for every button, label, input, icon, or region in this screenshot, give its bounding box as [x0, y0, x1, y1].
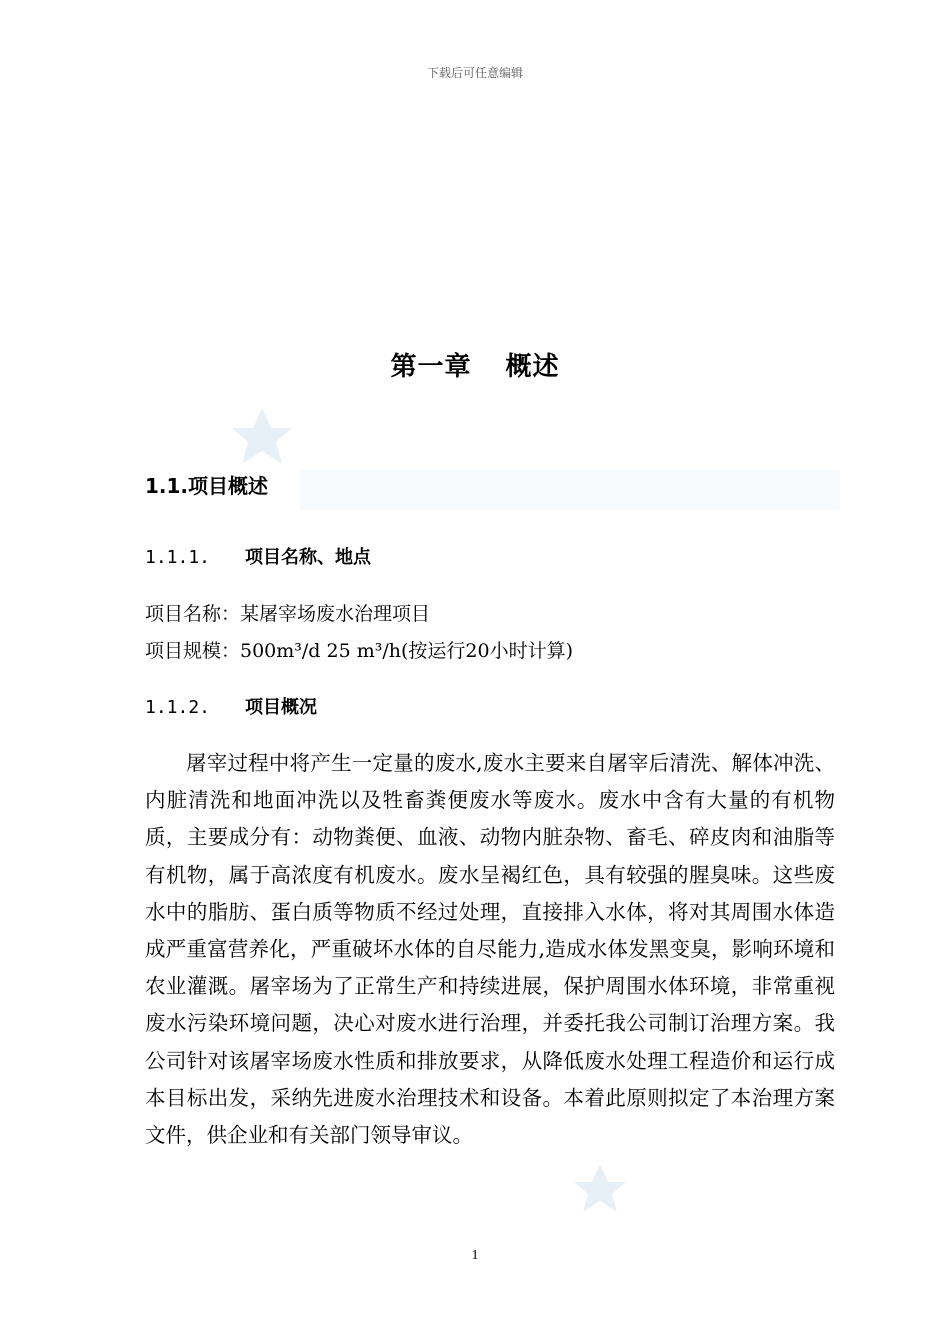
page-header: 下载后可任意编辑 — [426, 66, 523, 80]
chapter-title — [0, 346, 950, 383]
chapter-prefix: 第一章 — [390, 352, 472, 382]
subsection-number: 1.1.1. — [145, 547, 211, 568]
subsection-heading-1 — [145, 543, 371, 569]
subsection-title: 项目概况 — [245, 697, 317, 718]
project-name-line: 项目名称：某屠宰场废水治理项目 — [145, 603, 431, 625]
project-scale-line: 项目规模：500m³/d 25 m³/h(按运行20小时计算) — [145, 640, 573, 662]
chapter-name: 概述 — [505, 352, 560, 382]
subsection-number: 1.1.2. — [145, 697, 211, 718]
section-heading: 1.1.项目概述 — [145, 474, 269, 498]
overview-paragraph: 屠宰过程中将产生一定量的废水,废水主要来自屠宰后清洗、解体冲洗、内脏清洗和地面冲洗以及牲畜粪便废水等废水。废水中含有大量的有机物质，主要成分有：动物粪便、血液、动物内脏杂物、畜毛、碎皮肉和油脂等有机物，属于高浓度有机废水。废水呈褐红色，具有较强的腥臭味。这些废水中的脂肪、蛋白质等物质不经过处理，直接排入水体，将对其周围水体造成严重富营养化，严重破坏水体的自尽能力,造成水体发黑变臭，影响环境和农业灌溉。屠宰场为了正常生产和持续进展，保护周围水体环境，非常重视废水污染环境问题，决心对废水进行治理，并委托我公司制订治理方案。我公司针对该屠宰场废水性质和排放要求，从降低废水处理工程造价和运行成本目标出发，采纳先进废水治理技术和设备。本着此原则拟定了本治理方案文件，供企业和有关部门领导审议。 — [145, 751, 835, 1148]
page-number: 1 — [471, 1248, 479, 1263]
subsection-title: 项目名称、地点 — [245, 547, 371, 568]
subsection-heading-2 — [145, 693, 317, 719]
